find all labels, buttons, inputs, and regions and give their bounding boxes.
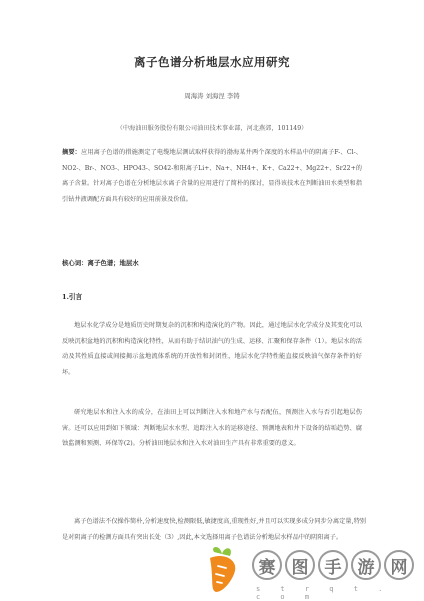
keywords: 核心词：离子色谱；地层水 [62, 259, 139, 267]
paper-authors: 周海涛 刘海涅 李铸 [184, 92, 240, 100]
watermark-char: 游 [351, 550, 381, 580]
intro-paragraph-2: 研究地层水和注入水的成分，在油田上可以判断注入水和地产水与否配伍，预测注入水与否引起地层伤害。还可以应用到如下领域：判断地层水水型、追踪注入水的运移途径、预测地表和井下设备的结垢趋势、腐蚀监测和预测、环保等(2)。分析油田地层水和注入水对油田生产具有非常重要的意义。 [62, 409, 362, 447]
site-watermark [200, 544, 418, 601]
watermark-char: 赛 [252, 550, 282, 580]
carrot-logo-icon [200, 544, 246, 594]
intro-paragraph-3: 离子色谱法不仅操作简朴,分析速度快,检测限低,敏捷度高,重现性好,并且可以实现多成分同步分离定量,特别是对阴离子的检测方面具有突出长处（3）,因此,本文选择用离子色谱法分析地层水样品中的阴阳离子。 [62, 518, 366, 541]
section-heading-introduction: 1.引言 [62, 293, 83, 301]
paper-affiliation: （中海油田服务股份有限公司油田技术事业部，河北燕郊，101149） [116, 125, 308, 132]
watermark-domain: s t r q t . c o m [256, 585, 391, 601]
abstract-text: 应用离子色谱的措施测定了电缆地层测试取样获得的渤海某井两个深度的水样品中的阴离子F-、Cl-、NO2-、Br-、NO3-、HPO43-、SO42-和阳离子Li+、Na+、NH4+、K+、Ca22+、Mg22+、Sr22+的离子含量。针对离子色谱在分析地层水离子含量的应用进行了简朴的探讨，显得该技术在判断油田水类型和指引钻井液调配方面具有较好的应用前景及价值。 [62, 149, 362, 203]
abstract-label: 摘要： [62, 149, 81, 156]
paper-title: 离子色谱分析地层水应用研究 [134, 55, 290, 69]
watermark-chars [252, 550, 414, 580]
watermark-char: 手 [318, 550, 348, 580]
intro-paragraph-1: 地层水化学成分是地质历史时期复杂的沉积和构造演化的产物。因此，通过地层水化学成分及其变化可以反映沉积盆地的沉积和构造演化特性，从而有助于结识油气的生成、运移、汇聚和保存条件（1）。地层水的活动及其性质直接或间接揭示盆地流体系统的开放性和封闭性，地层水化学特性能直接反映油气保存条件的好坏。 [62, 322, 362, 376]
watermark-char: 图 [285, 550, 315, 580]
watermark-char: 网 [384, 550, 414, 580]
abstract [62, 145, 362, 207]
